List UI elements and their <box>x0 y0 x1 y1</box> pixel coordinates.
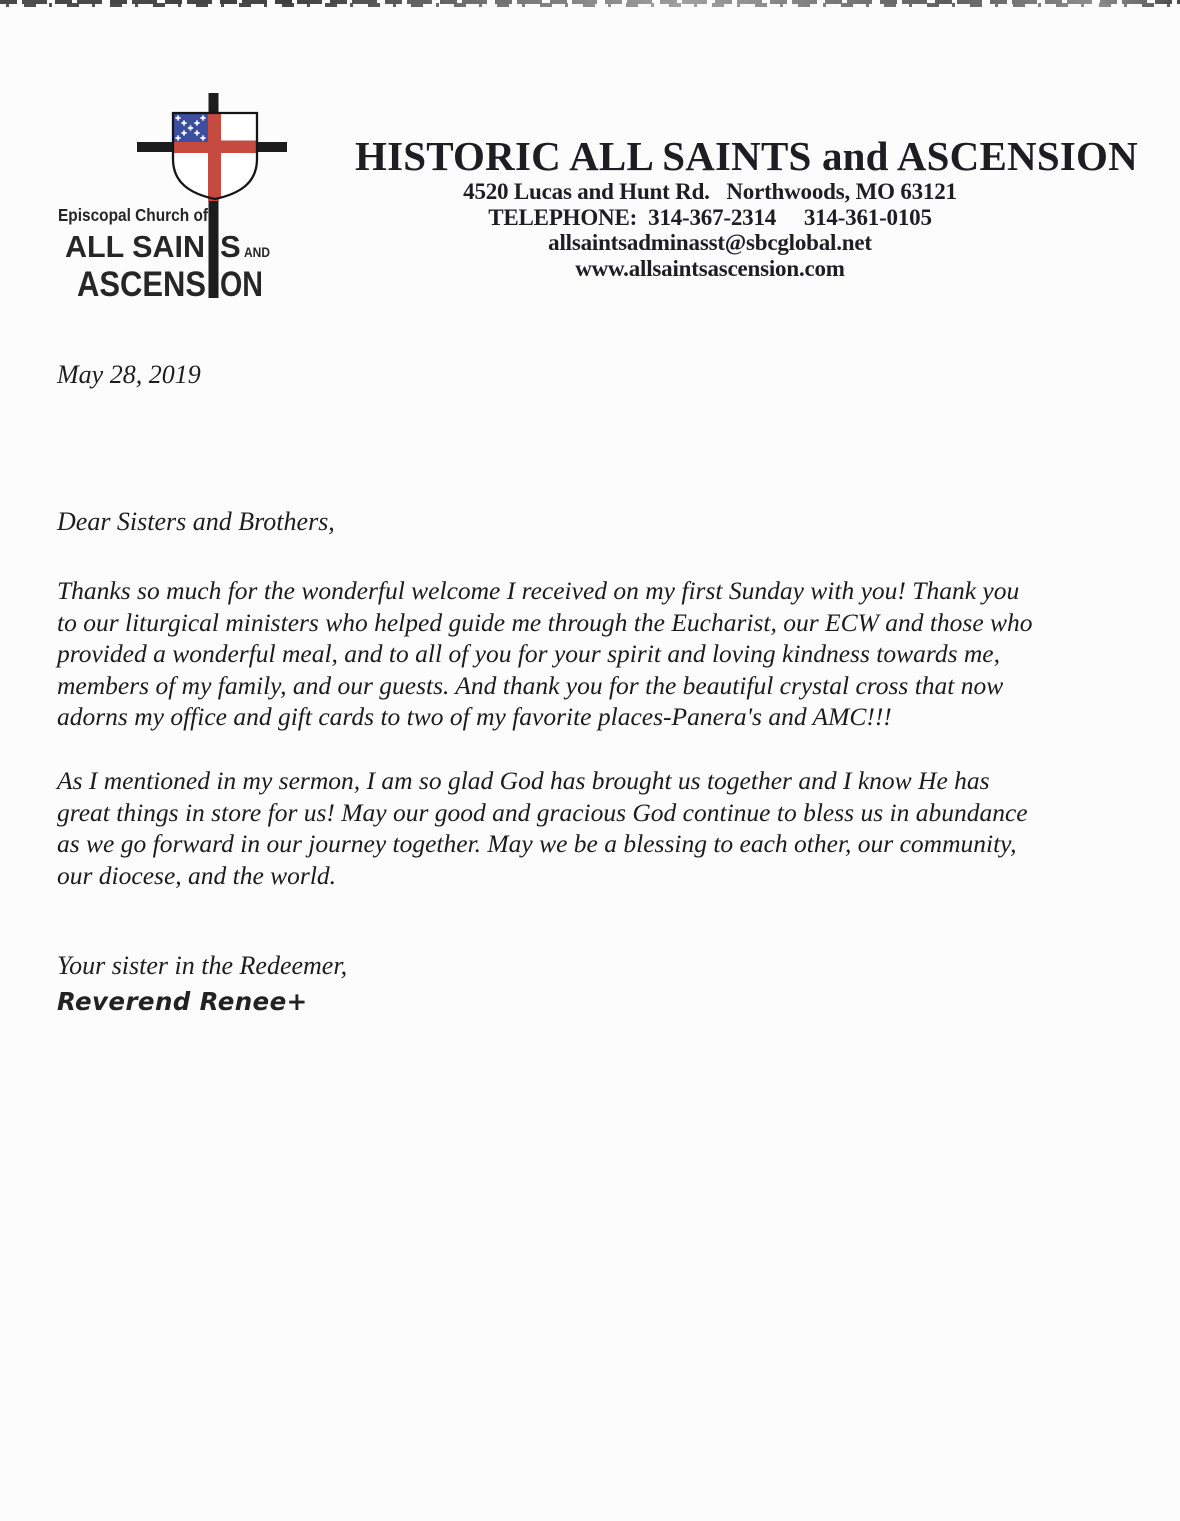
letterhead <box>355 133 1138 281</box>
body-line: great things in store for us! May our good and gracious God continue to bless us in abundance <box>57 797 1028 827</box>
church-title: HISTORIC ALL SAINTS and ASCENSION <box>355 133 1138 179</box>
body-line: to our liturgical ministers who helped guide me through the Eucharist, our ECW and those who <box>57 607 1033 637</box>
logo-name1-suffix: AND <box>244 245 271 260</box>
church-address: 4520 Lucas and Hunt Rd. Northwoods, MO 63121 <box>463 179 957 204</box>
salutation: Dear Sisters and Brothers, <box>57 507 335 536</box>
body-line: our diocese, and the world. <box>57 860 337 890</box>
letter-date: May 28, 2019 <box>57 360 201 389</box>
signature-block <box>57 949 347 1017</box>
logo-name1-left: ALL SAIN <box>65 229 205 264</box>
body-line: members of my family, and our guests. And thank you for the beautiful crystal cross that now <box>57 670 1004 700</box>
paragraph-2 <box>57 765 1127 891</box>
scan-edge-artifact <box>0 0 1180 9</box>
church-logo <box>50 85 300 315</box>
body-line: adorns my office and gift cards to two of my favorite places-Panera's and AMC!!! <box>57 702 892 731</box>
church-email: allsaintsadminasst@sbcglobal.net <box>548 230 872 255</box>
logo-org-line: Episcopal Church of <box>58 205 209 225</box>
church-website: www.allsaintsascension.com <box>575 255 845 281</box>
logo-name2-left: ASCENS <box>77 265 206 304</box>
body-line: Thanks so much for the wonderful welcome I received on my first Sunday with you! Thank you <box>57 576 1020 605</box>
shield-cross-vertical <box>208 113 221 201</box>
church-phone: TELEPHONE: 314-367-2314 314-361-0105 <box>488 204 932 230</box>
body-line: as we go forward in our journey together. May we be a blessing to each other, our community, <box>57 829 1017 858</box>
logo-name2-right: ON <box>220 265 263 304</box>
body-line: provided a wonderful meal, and to all of you for your spirit and loving kindness towards me, <box>57 639 1000 668</box>
signature-name: Reverend Renee+ <box>57 987 308 1016</box>
body-line: As I mentioned in my sermon, I am so glad God has brought us together and I know He has <box>57 766 990 795</box>
shield-cross-horizontal <box>172 141 258 154</box>
logo-name1-right: S <box>220 229 241 264</box>
closing-line: Your sister in the Redeemer, <box>57 951 348 980</box>
paragraph-1 <box>57 575 1127 733</box>
